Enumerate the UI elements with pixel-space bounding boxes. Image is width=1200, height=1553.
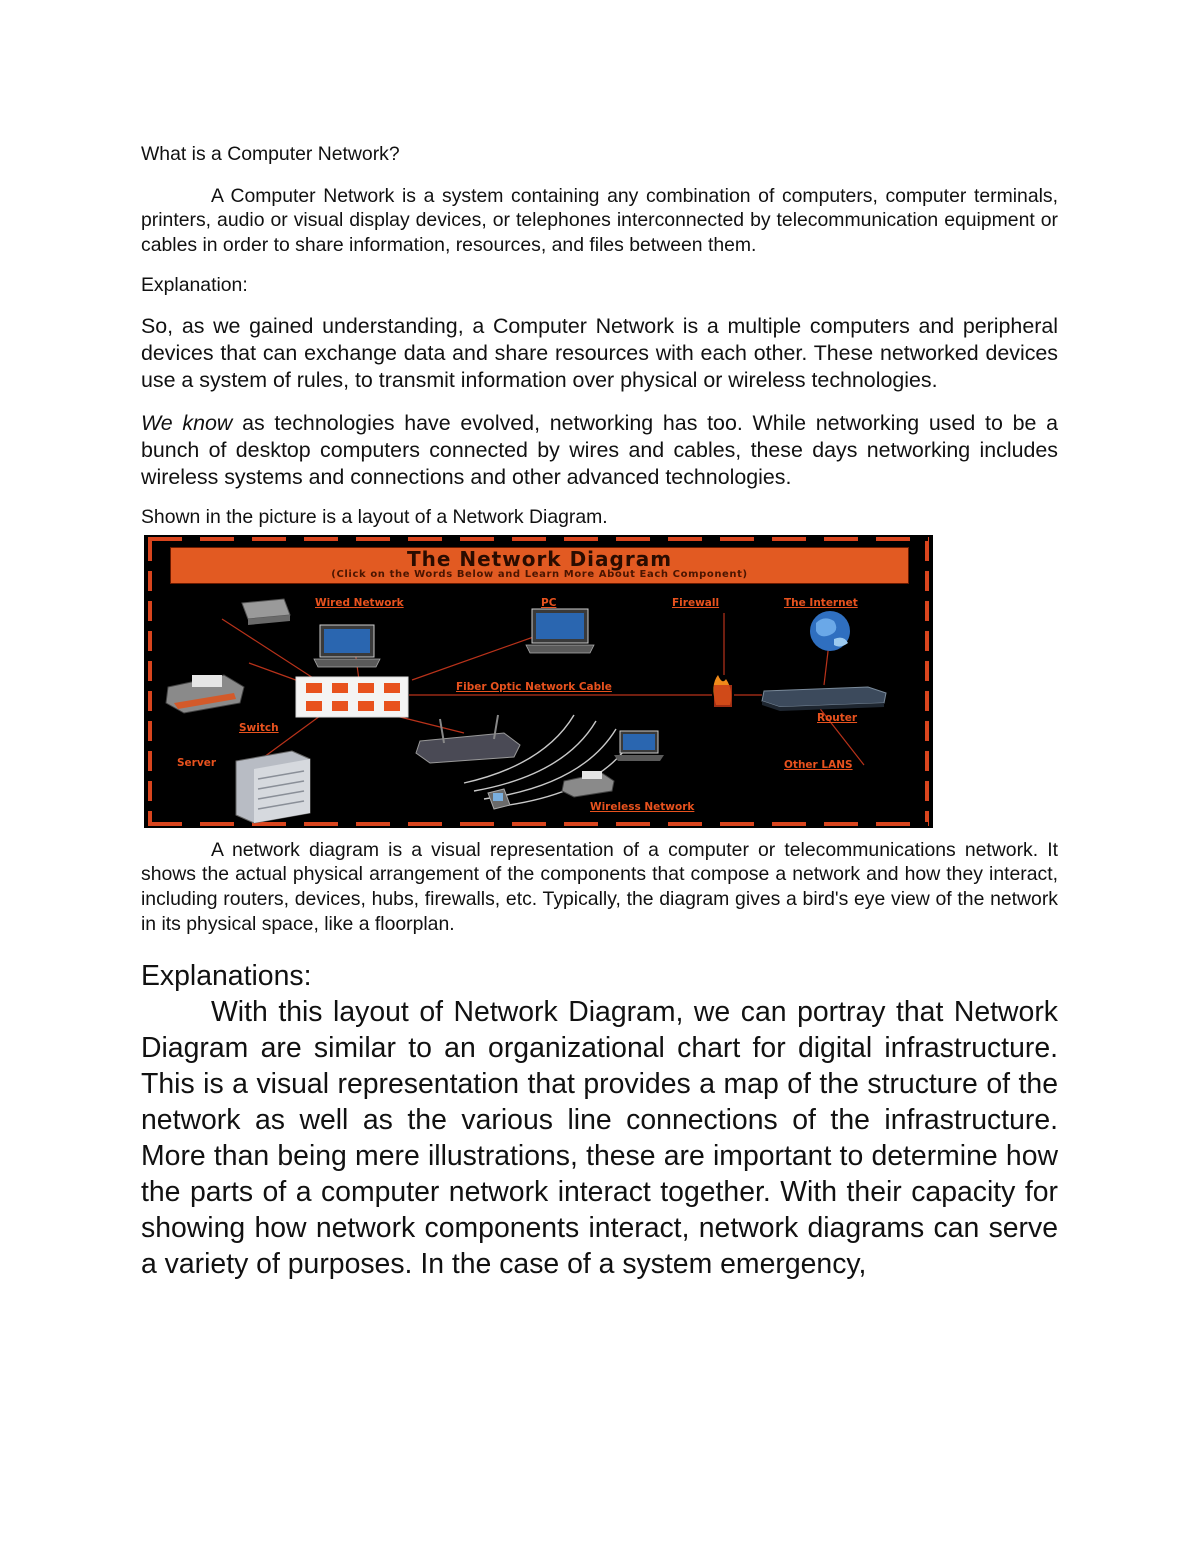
label-firewall[interactable]: Firewall (672, 596, 720, 609)
definition-paragraph: A Computer Network is a system containing any combination of computers, computer terminals, printers, audio or visual display devices, or telephones interconnected by telecommunication equipment or cables in order to share information, resources, and files between them. (141, 184, 1058, 256)
pc-laptop-icon (526, 609, 594, 653)
shown-caption: Shown in the picture is a layout of a Network Diagram. (141, 506, 608, 529)
evolution-paragraph (141, 410, 1058, 492)
label-the-internet[interactable]: The Internet (784, 596, 858, 609)
explanation-paragraph: So, as we gained understanding, a Computer Network is a multiple computers and peripheral devices that can exchange data and share resources with each other. These networked devices use a system of rules, to transmit information over physical or wireless technologies. (141, 313, 1058, 393)
server-icon (236, 751, 310, 823)
heading-what-is-network: What is a Computer Network? (141, 143, 400, 165)
label-fiber-optic[interactable]: Fiber Optic Network Cable (456, 680, 612, 693)
router-icon (762, 687, 886, 711)
label-server[interactable]: Server (177, 756, 217, 769)
firewall-icon (713, 675, 732, 707)
wireless-printer-icon (562, 771, 614, 797)
document-page (141, 140, 1058, 1282)
we-know-italic: We know (141, 410, 233, 435)
wireless-router-icon (416, 715, 520, 763)
scanner-icon (242, 599, 290, 625)
diagram-subtitle: (Click on the Words Below and Learn More About Each Component) (331, 568, 748, 580)
pda-icon (488, 789, 510, 809)
label-wired-network[interactable]: Wired Network (315, 596, 404, 609)
label-pc[interactable]: PC (541, 596, 557, 609)
heading-explanations: Explanations: (141, 960, 312, 993)
evolution-text: as technologies have evolved, networking has too. While networking used to be a bunch of desktop computers connected by wires and cables, these days networking includes wireless systems and connections and other advanced technologies. (141, 410, 1058, 489)
label-switch[interactable]: Switch (239, 721, 279, 734)
label-router[interactable]: Router (817, 711, 858, 724)
laptop-icon (314, 625, 380, 667)
wireless-laptop-icon (614, 731, 664, 761)
printer-icon (166, 675, 244, 713)
label-wireless-network[interactable]: Wireless Network (590, 800, 695, 813)
network-diagram-paragraph: A network diagram is a visual representation of a computer or telecommunications network. It shows the actual physical arrangement of the components that compose a network and how they interact, including routers, devices, hubs, firewalls, etc. Typically, the diagram gives a bird's eye view of the network in its physical space, like a floorplan. (141, 838, 1058, 935)
diagram-title: The Network Diagram (406, 546, 673, 571)
label-other-lans[interactable]: Other LANS (784, 758, 853, 771)
switch-icon (296, 677, 408, 717)
heading-explanation: Explanation: (141, 274, 248, 297)
network-diagram (144, 535, 933, 828)
globe-icon (810, 611, 850, 651)
final-paragraph: With this layout of Network Diagram, we can portray that Network Diagram are similar to an organizational chart for digital infrastructure. This is a visual representation that provides a map of the structure of the network as well as the various line connections of the infrastructure. More than being mere illustrations, these are important to determine how the parts of a computer network interact together. With their capacity for showing how network components interact, network diagrams can serve a variety of purposes. In the case of a system emergency, (141, 996, 1058, 1281)
network-diagram-figure (144, 535, 933, 828)
